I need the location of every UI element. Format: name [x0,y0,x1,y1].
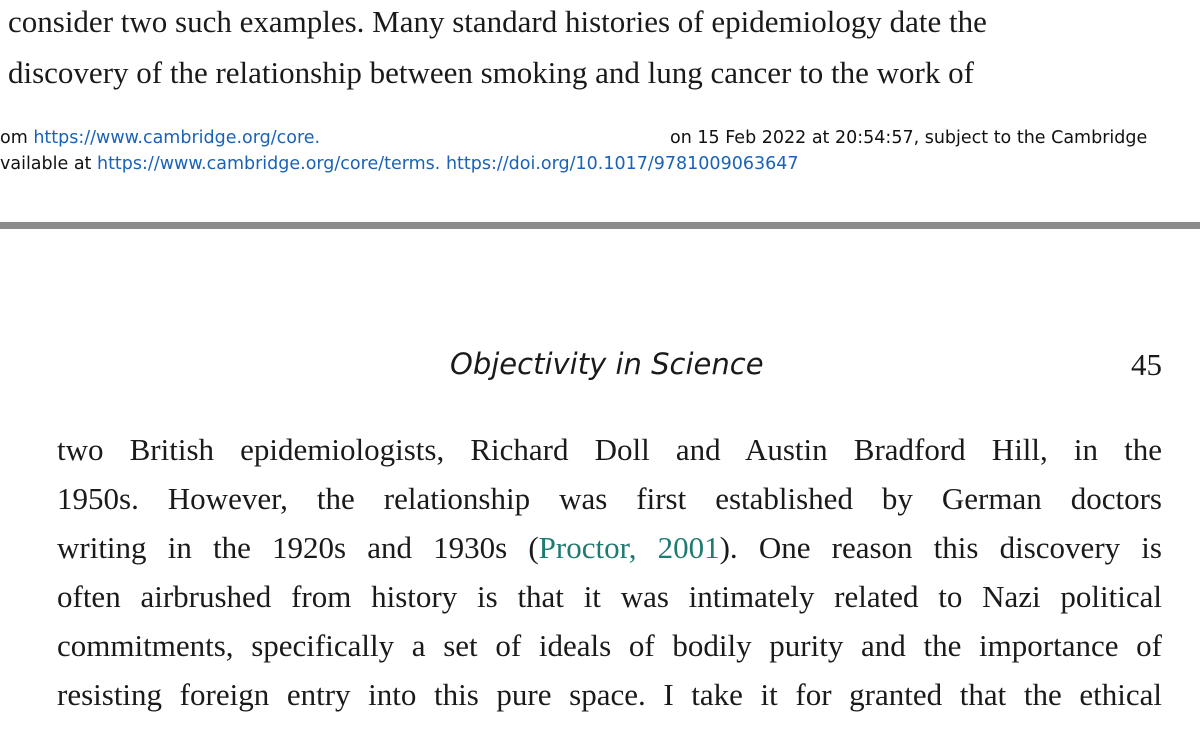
download-notice-prefix: om [0,128,34,148]
body-line-6: resisting foreign entry into this pure space. I take it for granted that the ethical [57,677,1162,712]
previous-page-line-1: consider two such examples. Many standard histories of epidemiology date the [8,4,987,39]
page-number: 45 [1131,347,1162,382]
terms-link[interactable]: https://www.cambridge.org/core/terms. [96,154,441,174]
download-timestamp: on 15 Feb 2022 at 20:54:57, subject to the Cambridge [670,128,1148,148]
download-notice-prefix-2: vailable at [0,154,97,174]
running-head: Objectivity in Science [450,347,764,381]
body-line-1: two British epidemiologists, Richard Doll and Austin Bradford Hill, in the [57,432,1162,467]
cambridge-core-link[interactable]: https://www.cambridge.org/core. [33,128,321,148]
download-notice-line-1 [0,128,320,148]
doi-link[interactable]: https://doi.org/10.1017/9781009063647 [445,154,799,174]
body-line-2: 1950s. However, the relationship was first established by German doctors [57,481,1162,516]
body-line-5: commitments, specifically a set of ideals of bodily purity and the importance of [57,628,1162,663]
download-notice-line-2 [0,154,799,174]
previous-page-line-2: discovery of the relationship between smoking and lung cancer to the work of [8,55,974,90]
citation-link[interactable]: Proctor, 2001 [538,530,720,565]
page-divider [0,222,1200,229]
body-line-3-before: writing in the 1920s and 1930s ( [57,530,539,565]
body-line-4: often airbrushed from history is that it was intimately related to Nazi political [57,579,1162,614]
body-line-3 [57,528,1162,568]
body-line-3-after: ). One reason this discovery is [719,530,1162,565]
